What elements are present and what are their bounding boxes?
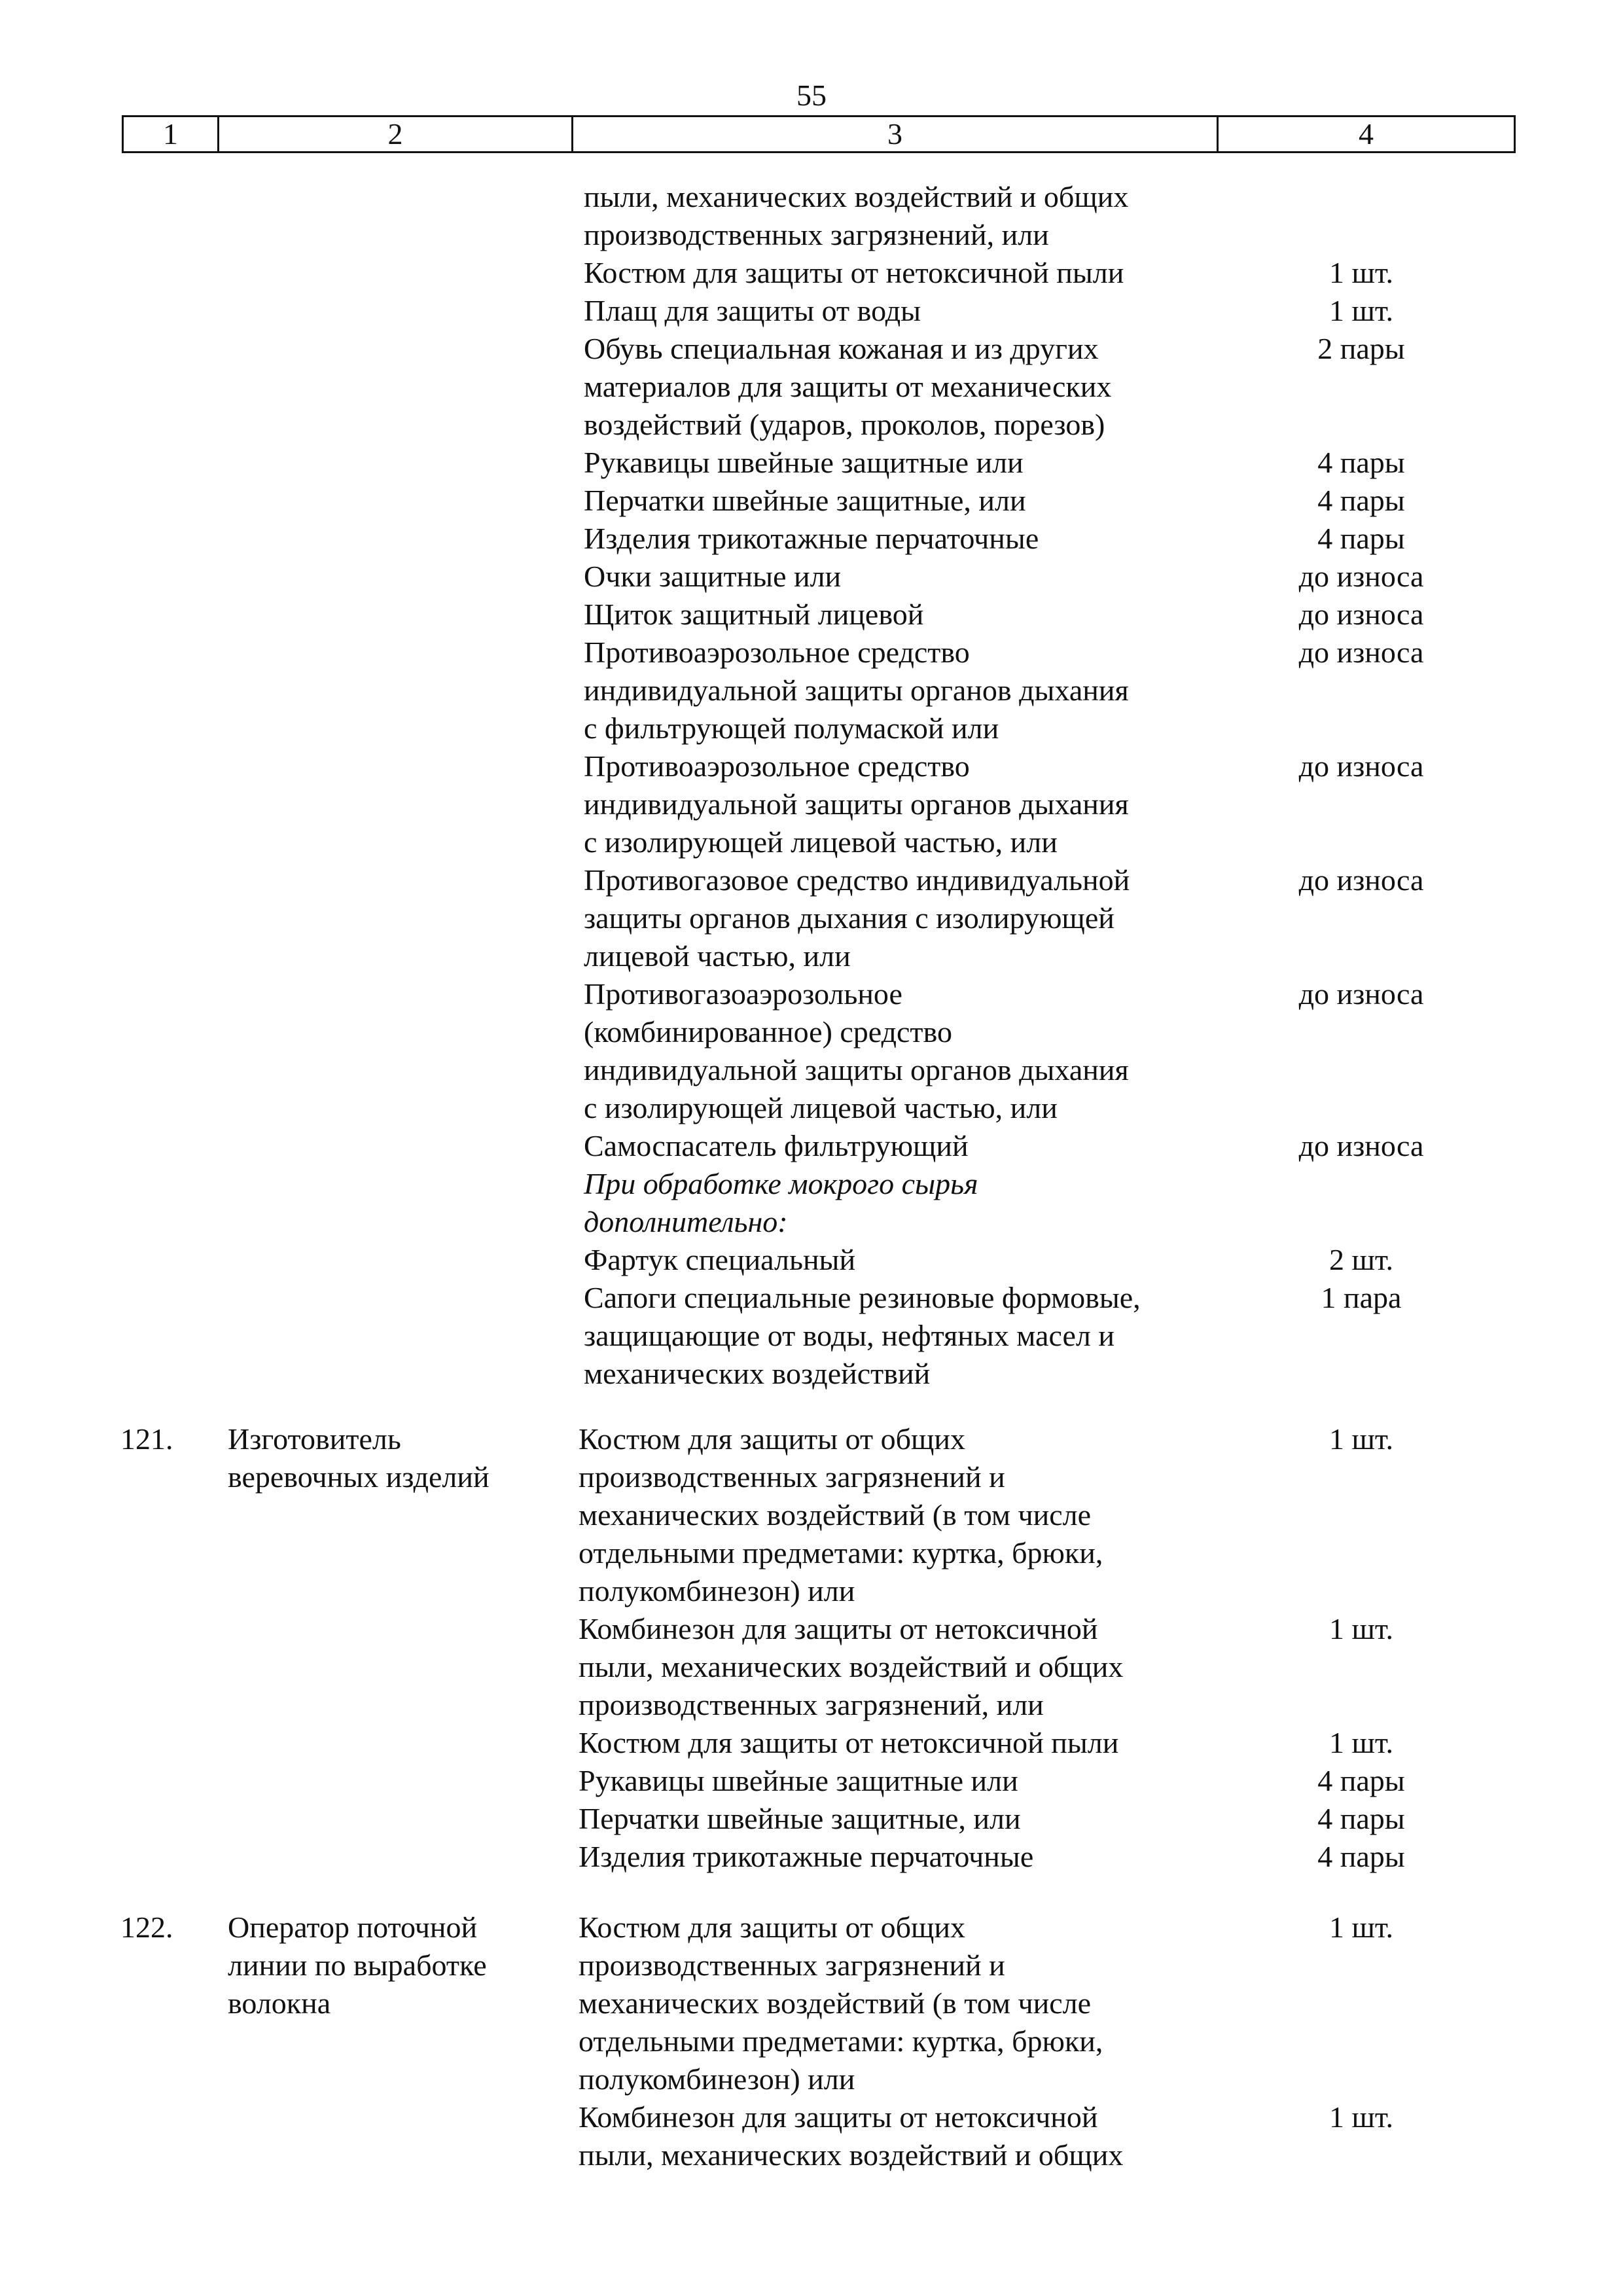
item-text-line: отдельными предметами: куртка, брюки, <box>579 1536 1103 1570</box>
note-text-line: При обработке мокрого сырья <box>584 1167 978 1200</box>
item-text-line: отдельными предметами: куртка, брюки, <box>579 2024 1103 2058</box>
item-quantity: 4 пары <box>1317 484 1405 517</box>
item-text-line: индивидуальной защиты органов дыхания <box>584 787 1129 821</box>
note-text-line: дополнительно: <box>584 1205 788 1238</box>
item-text-line: производственных загрязнений и <box>579 1948 1005 1982</box>
item-text-line: Комбинезон для защиты от нетоксичной <box>579 2100 1098 2134</box>
item-quantity: до износа <box>1298 598 1424 631</box>
column-header-4: 4 <box>1359 117 1374 151</box>
profession-line: веревочных изделий <box>228 1460 490 1494</box>
item-text-line: с фильтрующей полумаской или <box>584 711 999 745</box>
item-text-line: полукомбинезон) или <box>579 1574 855 1607</box>
item-text-line: материалов для защиты от механических <box>584 370 1112 403</box>
item-text-line: производственных загрязнений, или <box>579 1688 1044 1721</box>
profession-line: линии по выработке <box>228 1948 487 1982</box>
item-quantity: 4 пары <box>1317 522 1405 555</box>
item-text-line: Изделия трикотажные перчаточные <box>584 522 1039 555</box>
item-text-line: пыли, механических воздействий и общих <box>579 2138 1124 2172</box>
item-text-line: Изделия трикотажные перчаточные <box>579 1840 1034 1873</box>
column-header-1: 1 <box>124 117 219 151</box>
item-text-line: защищающие от воды, нефтяных масел и <box>584 1319 1115 1352</box>
item-text-line: Костюм для защиты от общих <box>579 1422 966 1456</box>
item-text-line: пыли, механических воздействий и общих <box>584 180 1129 213</box>
item-text-line: Сапоги специальные резиновые формовые, <box>584 1281 1141 1314</box>
profession-line: Оператор поточной <box>228 1910 478 1944</box>
item-quantity: до износа <box>1298 1129 1424 1162</box>
item-quantity: 1 пара <box>1321 1281 1402 1314</box>
item-quantity: 1 шт. <box>1329 1612 1394 1645</box>
item-text-line: с изолирующей лицевой частью, или <box>584 825 1058 859</box>
item-quantity: 4 пары <box>1317 1840 1405 1873</box>
item-text-line: Костюм для защиты от нетоксичной пыли <box>584 256 1124 289</box>
item-text-line: Фартук специальный <box>584 1243 856 1276</box>
item-quantity: 4 пары <box>1317 446 1405 479</box>
item-text-line: Перчатки швейные защитные, или <box>579 1802 1021 1835</box>
item-quantity: 1 шт. <box>1329 294 1394 327</box>
profession-line: волокна <box>228 1986 331 2020</box>
item-text-line: Самоспасатель фильтрующий <box>584 1129 969 1162</box>
item-text-line: Очки защитные или <box>584 560 842 593</box>
column-header-2: 2 <box>219 117 573 151</box>
column-header-3: 3 <box>573 117 1219 151</box>
item-quantity: до износа <box>1298 749 1424 783</box>
item-text-line: механических воздействий (в том числе <box>579 1986 1092 2020</box>
item-text-line: производственных загрязнений и <box>579 1460 1005 1494</box>
item-quantity: 1 шт. <box>1329 1726 1394 1759</box>
item-text-line: Плащ для защиты от воды <box>584 294 921 327</box>
item-quantity: 1 шт. <box>1329 1422 1394 1456</box>
item-text-line: Противогазоаэрозольное <box>584 977 902 1011</box>
page-number: 55 <box>796 79 827 112</box>
item-text-line: Противоаэрозольное средство <box>584 636 970 669</box>
item-text-line: защиты органов дыхания с изолирующей <box>584 901 1115 935</box>
item-text-line: производственных загрязнений, или <box>584 218 1049 251</box>
item-quantity: до износа <box>1298 863 1424 897</box>
item-quantity: 4 пары <box>1317 1802 1405 1835</box>
item-quantity: 1 шт. <box>1329 1910 1394 1944</box>
item-text-line: Обувь специальная кожаная и из других <box>584 332 1099 365</box>
row-number: 122. <box>120 1910 173 1944</box>
item-text-line: Рукавицы швейные защитные или <box>579 1764 1018 1797</box>
item-text-line: пыли, механических воздействий и общих <box>579 1650 1124 1683</box>
item-quantity: 4 пары <box>1317 1764 1405 1797</box>
item-text-line: Костюм для защиты от общих <box>579 1910 966 1944</box>
item-quantity: 1 шт. <box>1329 2100 1394 2134</box>
item-text-line: индивидуальной защиты органов дыхания <box>584 673 1129 707</box>
item-text-line: Противоаэрозольное средство <box>584 749 970 783</box>
row-number: 121. <box>120 1422 173 1456</box>
item-text-line: Рукавицы швейные защитные или <box>584 446 1024 479</box>
item-text-line: лицевой частью, или <box>584 939 851 973</box>
item-text-line: Костюм для защиты от нетоксичной пыли <box>579 1726 1119 1759</box>
item-text-line: с изолирующей лицевой частью, или <box>584 1091 1058 1124</box>
item-text-line: механических воздействий (в том числе <box>579 1498 1092 1532</box>
profession-line: Изготовитель <box>228 1422 401 1456</box>
item-quantity: 2 пары <box>1317 332 1405 365</box>
item-text-line: (комбинированное) средство <box>584 1015 952 1049</box>
item-text-line: Комбинезон для защиты от нетоксичной <box>579 1612 1098 1645</box>
item-quantity: до износа <box>1298 560 1424 593</box>
item-text-line: Щиток защитный лицевой <box>584 598 924 631</box>
item-text-line: полукомбинезон) или <box>579 2062 855 2096</box>
item-text-line: Перчатки швейные защитные, или <box>584 484 1026 517</box>
item-quantity: до износа <box>1298 636 1424 669</box>
item-quantity: 1 шт. <box>1329 256 1394 289</box>
item-quantity: до износа <box>1298 977 1424 1011</box>
item-text-line: индивидуальной защиты органов дыхания <box>584 1053 1129 1086</box>
item-text-line: воздействий (ударов, проколов, порезов) <box>584 408 1105 441</box>
item-quantity: 2 шт. <box>1329 1243 1394 1276</box>
item-text-line: механических воздействий <box>584 1357 931 1390</box>
item-text-line: Противогазовое средство индивидуальной <box>584 863 1130 897</box>
